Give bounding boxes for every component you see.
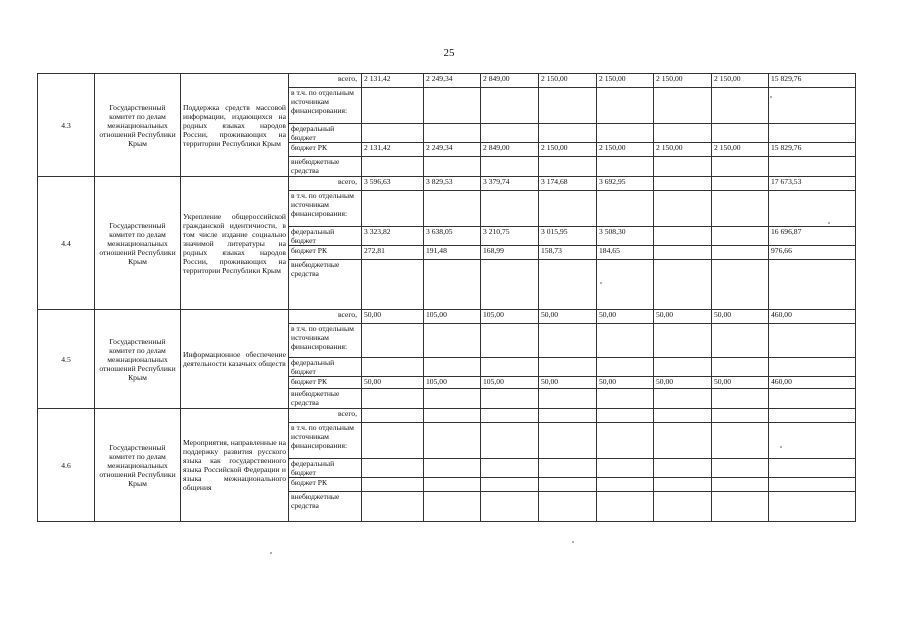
funding-source-cell: внебюджетные средства xyxy=(289,260,362,310)
funding-source-cell: в т.ч. по отдельным источникам финансирования: xyxy=(289,88,362,124)
item-number: 4.5 xyxy=(38,310,95,409)
year-value-cell xyxy=(712,389,769,409)
year-value-cell: 2 150,00 xyxy=(654,143,712,157)
year-value-cell: 2 849,00 xyxy=(481,143,539,157)
year-value-cell xyxy=(424,459,481,478)
year-value-cell xyxy=(539,478,597,492)
year-value-cell: 105,00 xyxy=(424,310,481,324)
funding-source-cell: федеральный бюджет xyxy=(289,358,362,377)
year-value-cell xyxy=(597,478,654,492)
year-value-cell: 3 638,05 xyxy=(424,227,481,246)
year-value-cell: 2 150,00 xyxy=(597,74,654,88)
table-body xyxy=(38,74,856,522)
year-value-cell xyxy=(539,191,597,227)
year-value-cell: 2 150,00 xyxy=(597,143,654,157)
year-value-cell xyxy=(654,246,712,260)
total-value-cell: 460,00 xyxy=(769,310,856,324)
year-value-cell xyxy=(539,409,597,423)
year-value-cell xyxy=(597,423,654,459)
year-value-cell: 168,99 xyxy=(481,246,539,260)
funding-source-cell: в т.ч. по отдельным источникам финансирования: xyxy=(289,191,362,227)
year-value-cell: 50,00 xyxy=(712,377,769,389)
year-value-cell xyxy=(539,157,597,177)
executor-cell: Государственный комитет по делам межнациональных отношений Республики Крым xyxy=(95,409,181,522)
total-value-cell xyxy=(769,124,856,143)
year-value-cell xyxy=(362,157,424,177)
year-value-cell xyxy=(712,423,769,459)
year-value-cell: 2 249,34 xyxy=(424,143,481,157)
year-value-cell xyxy=(597,124,654,143)
year-value-cell xyxy=(712,227,769,246)
year-value-cell xyxy=(654,124,712,143)
total-value-cell: 16 696,87 xyxy=(769,227,856,246)
year-value-cell xyxy=(712,124,769,143)
year-value-cell xyxy=(539,324,597,358)
year-value-cell xyxy=(424,409,481,423)
year-value-cell xyxy=(597,191,654,227)
year-value-cell: 3 379,74 xyxy=(481,177,539,191)
year-value-cell xyxy=(597,324,654,358)
year-value-cell xyxy=(712,324,769,358)
year-value-cell xyxy=(712,246,769,260)
year-value-cell: 2 150,00 xyxy=(539,143,597,157)
year-value-cell xyxy=(597,88,654,124)
year-value-cell xyxy=(362,260,424,310)
year-value-cell xyxy=(712,88,769,124)
year-value-cell: 3 015,95 xyxy=(539,227,597,246)
year-value-cell xyxy=(712,492,769,522)
description-cell: Укрепление общероссийской гражданской идентичности, в том числе издание социально значимой литературы на родных языках народов России, проживающих на территории Республики Крым xyxy=(181,177,289,310)
total-value-cell xyxy=(769,324,856,358)
year-value-cell xyxy=(362,478,424,492)
year-value-cell xyxy=(481,389,539,409)
year-value-cell xyxy=(362,389,424,409)
year-value-cell xyxy=(597,260,654,310)
funding-source-cell: всего, xyxy=(289,310,362,324)
year-value-cell: 50,00 xyxy=(597,377,654,389)
total-value-cell: 15 829,76 xyxy=(769,143,856,157)
item-number: 4.3 xyxy=(38,74,95,177)
funding-source-cell: федеральный бюджет xyxy=(289,124,362,143)
year-value-cell xyxy=(362,124,424,143)
year-value-cell xyxy=(597,358,654,377)
year-value-cell: 3 323,82 xyxy=(362,227,424,246)
funding-source-cell: в т.ч. по отдельным источникам финансирования: xyxy=(289,423,362,459)
year-value-cell: 50,00 xyxy=(362,377,424,389)
year-value-cell xyxy=(539,423,597,459)
year-value-cell xyxy=(654,358,712,377)
year-value-cell xyxy=(712,177,769,191)
table-row xyxy=(38,310,856,324)
year-value-cell xyxy=(654,492,712,522)
year-value-cell: 184,65 xyxy=(597,246,654,260)
executor-cell: Государственный комитет по делам межнациональных отношений Республики Крым xyxy=(95,310,181,409)
year-value-cell xyxy=(539,260,597,310)
year-value-cell xyxy=(712,358,769,377)
description-cell: Поддержка средств массовой информации, издающихся на родных языках народов России, проживающих на территории Республики Крым xyxy=(181,74,289,177)
year-value-cell: 2 150,00 xyxy=(654,74,712,88)
year-value-cell: 3 692,95 xyxy=(597,177,654,191)
funding-source-cell: бюджет РК xyxy=(289,377,362,389)
year-value-cell xyxy=(481,478,539,492)
year-value-cell xyxy=(424,260,481,310)
funding-source-cell: бюджет РК xyxy=(289,143,362,157)
year-value-cell xyxy=(654,409,712,423)
year-value-cell: 3 596,63 xyxy=(362,177,424,191)
year-value-cell: 50,00 xyxy=(362,310,424,324)
total-value-cell xyxy=(769,389,856,409)
year-value-cell xyxy=(712,260,769,310)
year-value-cell: 191,48 xyxy=(424,246,481,260)
item-number: 4.4 xyxy=(38,177,95,310)
year-value-cell: 50,00 xyxy=(597,310,654,324)
year-value-cell xyxy=(539,459,597,478)
year-value-cell: 50,00 xyxy=(654,377,712,389)
funding-source-cell: в т.ч. по отдельным источникам финансирования: xyxy=(289,324,362,358)
total-value-cell xyxy=(769,358,856,377)
page-number: 25 xyxy=(443,47,455,59)
year-value-cell: 3 508,30 xyxy=(597,227,654,246)
total-value-cell xyxy=(769,459,856,478)
year-value-cell xyxy=(481,124,539,143)
year-value-cell xyxy=(654,191,712,227)
year-value-cell xyxy=(481,358,539,377)
year-value-cell: 2 150,00 xyxy=(712,143,769,157)
total-value-cell xyxy=(769,409,856,423)
total-value-cell xyxy=(769,191,856,227)
year-value-cell: 105,00 xyxy=(481,310,539,324)
year-value-cell xyxy=(362,324,424,358)
funding-source-cell: внебюджетные средства xyxy=(289,157,362,177)
funding-source-cell: бюджет РК xyxy=(289,246,362,260)
year-value-cell xyxy=(481,260,539,310)
table-row xyxy=(38,409,856,423)
year-value-cell xyxy=(654,423,712,459)
description-cell: Мероприятия, направленные на поддержку развития русского языка как государственного языка Российской Федерации и языка межнационального общения xyxy=(181,409,289,522)
total-value-cell: 17 673,53 xyxy=(769,177,856,191)
year-value-cell xyxy=(481,409,539,423)
year-value-cell: 105,00 xyxy=(424,377,481,389)
year-value-cell xyxy=(424,157,481,177)
scan-speck xyxy=(828,222,830,224)
year-value-cell xyxy=(481,324,539,358)
year-value-cell: 2 131,42 xyxy=(362,74,424,88)
total-value-cell: 460,00 xyxy=(769,377,856,389)
funding-source-cell: всего, xyxy=(289,74,362,88)
budget-table xyxy=(37,73,856,522)
year-value-cell xyxy=(539,492,597,522)
year-value-cell xyxy=(654,324,712,358)
total-value-cell xyxy=(769,492,856,522)
year-value-cell xyxy=(597,389,654,409)
year-value-cell xyxy=(424,423,481,459)
year-value-cell: 2 150,00 xyxy=(539,74,597,88)
year-value-cell xyxy=(539,389,597,409)
year-value-cell xyxy=(481,459,539,478)
year-value-cell: 158,73 xyxy=(539,246,597,260)
year-value-cell xyxy=(362,423,424,459)
year-value-cell xyxy=(481,88,539,124)
year-value-cell xyxy=(362,358,424,377)
year-value-cell xyxy=(654,88,712,124)
executor-cell: Государственный комитет по делам межнациональных отношений Республики Крым xyxy=(95,177,181,310)
year-value-cell xyxy=(654,157,712,177)
funding-source-cell: федеральный бюджет xyxy=(289,459,362,478)
scan-speck xyxy=(270,552,272,554)
year-value-cell: 3 210,75 xyxy=(481,227,539,246)
year-value-cell xyxy=(362,492,424,522)
table-row xyxy=(38,74,856,88)
funding-source-cell: федеральный бюджет xyxy=(289,227,362,246)
year-value-cell xyxy=(424,478,481,492)
year-value-cell xyxy=(424,124,481,143)
year-value-cell xyxy=(654,478,712,492)
funding-source-cell: внебюджетные средства xyxy=(289,389,362,409)
scan-speck xyxy=(780,446,782,448)
description-cell: Информационное обеспечение деятельности казачьих обществ xyxy=(181,310,289,409)
year-value-cell: 3 829,53 xyxy=(424,177,481,191)
year-value-cell: 2 849,00 xyxy=(481,74,539,88)
year-value-cell xyxy=(539,88,597,124)
year-value-cell xyxy=(539,358,597,377)
year-value-cell xyxy=(362,409,424,423)
year-value-cell xyxy=(424,191,481,227)
year-value-cell xyxy=(362,88,424,124)
year-value-cell xyxy=(539,124,597,143)
year-value-cell xyxy=(597,492,654,522)
year-value-cell xyxy=(481,423,539,459)
executor-cell: Государственный комитет по делам межнациональных отношений Республики Крым xyxy=(95,74,181,177)
table-row xyxy=(38,177,856,191)
scan-speck xyxy=(600,282,602,284)
year-value-cell: 50,00 xyxy=(654,310,712,324)
year-value-cell xyxy=(654,459,712,478)
funding-source-cell: внебюджетные средства xyxy=(289,492,362,522)
year-value-cell: 2 131,42 xyxy=(362,143,424,157)
year-value-cell xyxy=(597,459,654,478)
year-value-cell xyxy=(712,478,769,492)
year-value-cell xyxy=(481,157,539,177)
total-value-cell: 976,66 xyxy=(769,246,856,260)
total-value-cell xyxy=(769,157,856,177)
year-value-cell xyxy=(712,191,769,227)
year-value-cell: 2 249,34 xyxy=(424,74,481,88)
year-value-cell xyxy=(362,459,424,478)
year-value-cell xyxy=(712,409,769,423)
year-value-cell xyxy=(597,157,654,177)
year-value-cell xyxy=(654,389,712,409)
funding-source-cell: всего, xyxy=(289,409,362,423)
total-value-cell: 15 829,76 xyxy=(769,74,856,88)
year-value-cell: 2 150,00 xyxy=(712,74,769,88)
year-value-cell: 50,00 xyxy=(539,377,597,389)
total-value-cell xyxy=(769,478,856,492)
year-value-cell xyxy=(424,358,481,377)
year-value-cell xyxy=(597,409,654,423)
funding-source-cell: всего, xyxy=(289,177,362,191)
year-value-cell xyxy=(654,227,712,246)
year-value-cell xyxy=(424,88,481,124)
funding-source-cell: бюджет РК xyxy=(289,478,362,492)
year-value-cell xyxy=(424,389,481,409)
year-value-cell xyxy=(424,492,481,522)
year-value-cell xyxy=(424,324,481,358)
year-value-cell xyxy=(712,157,769,177)
year-value-cell: 272,81 xyxy=(362,246,424,260)
total-value-cell xyxy=(769,260,856,310)
item-number: 4.6 xyxy=(38,409,95,522)
scan-speck xyxy=(770,96,772,98)
total-value-cell xyxy=(769,88,856,124)
year-value-cell: 50,00 xyxy=(712,310,769,324)
year-value-cell xyxy=(481,191,539,227)
year-value-cell xyxy=(712,459,769,478)
year-value-cell xyxy=(654,260,712,310)
year-value-cell xyxy=(481,492,539,522)
year-value-cell: 50,00 xyxy=(539,310,597,324)
year-value-cell xyxy=(654,177,712,191)
year-value-cell: 105,00 xyxy=(481,377,539,389)
year-value-cell xyxy=(362,191,424,227)
year-value-cell: 3 174,68 xyxy=(539,177,597,191)
scan-speck xyxy=(572,541,574,543)
total-value-cell xyxy=(769,423,856,459)
